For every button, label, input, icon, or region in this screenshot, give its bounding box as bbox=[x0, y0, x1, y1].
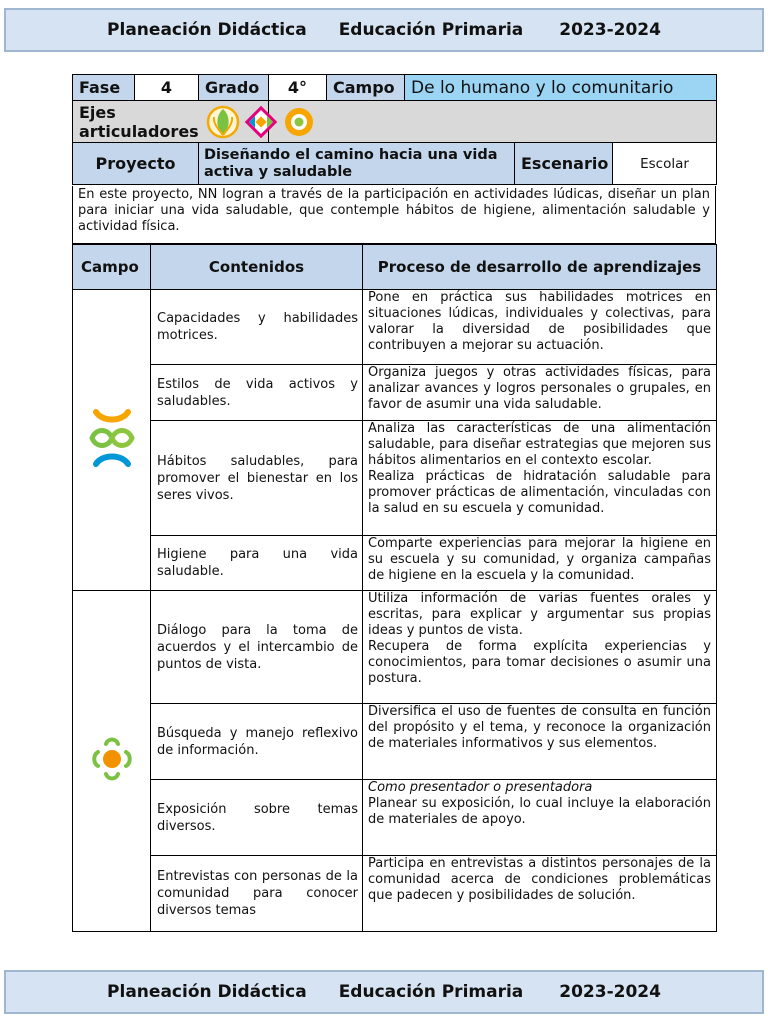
proceso-text: Recupera de forma explícita experiencias y conocimientos, para tomar decisiones o asumir una postura. bbox=[368, 639, 711, 686]
table-row bbox=[73, 536, 717, 591]
proceso-italic-text: Como presentador o presentadora bbox=[368, 780, 593, 795]
lenguajes-icon bbox=[90, 734, 134, 784]
banner-level: Educación Primaria bbox=[338, 20, 524, 40]
proceso-cell bbox=[363, 421, 717, 536]
campo-value: De lo humano y lo comunitario bbox=[405, 75, 717, 101]
contenido-cell: Entrevistas con personas de la comunidad para conocer diversos temas bbox=[151, 856, 363, 932]
banner-title: Planeación Didáctica bbox=[107, 982, 307, 1002]
interculturalidad-diamond-icon bbox=[243, 105, 279, 139]
banner-level: Educación Primaria bbox=[338, 982, 524, 1002]
table-row bbox=[73, 365, 717, 421]
proceso-text: Participa en entrevistas a distintos personajes de la comunidad acerca de condiciones problemáticas que padecen y posibilidades de solución. bbox=[368, 856, 711, 903]
escenario-value: Escolar bbox=[613, 143, 717, 185]
proceso-cell bbox=[363, 704, 717, 780]
fase-label: Fase bbox=[73, 75, 135, 101]
campo-icon-cell bbox=[73, 290, 151, 591]
proceso-text: Comparte experiencias para mejorar la higiene en su escuela y su comunidad, y organiza campañas de higiene en la escuela y la comunidad. bbox=[368, 536, 711, 583]
contenido-cell: Higiene para una vida saludable. bbox=[151, 536, 363, 591]
col-header-contenidos: Contenidos bbox=[151, 245, 363, 290]
campo-icon-cell bbox=[73, 591, 151, 932]
header-table bbox=[72, 74, 717, 185]
ejes-label-cell bbox=[73, 101, 269, 143]
inclusion-leaf-icon bbox=[205, 105, 241, 139]
proceso-text: Analiza las características de una alimentación saludable, para diseñar estrategias que mejoren sus hábitos alimentarios en el contexto escolar. bbox=[368, 421, 711, 468]
banner-year: 2023-2024 bbox=[559, 20, 661, 40]
contenido-cell: Diálogo para la toma de acuerdos y el intercambio de puntos de vista. bbox=[151, 591, 363, 704]
table-row bbox=[73, 421, 717, 536]
ejes-label: Ejes articuladores bbox=[79, 102, 199, 141]
proceso-text: Diversifica el uso de fuentes de consulta en función del propósito y el tema, y reconoce la organización de materiales informativos y sus elementos. bbox=[368, 704, 711, 751]
table-row bbox=[73, 704, 717, 780]
col-header-campo: Campo bbox=[73, 245, 151, 290]
page-banner-top bbox=[4, 8, 764, 52]
escenario-label: Escenario bbox=[515, 143, 613, 185]
humano-comunitario-icon bbox=[86, 408, 138, 468]
proceso-cell bbox=[363, 290, 717, 365]
table-row bbox=[73, 856, 717, 932]
proyecto-value: Diseñando el camino hacia una vida activa y saludable bbox=[199, 143, 515, 185]
contenido-cell: Capacidades y habilidades motrices. bbox=[151, 290, 363, 365]
ejes-filler bbox=[269, 101, 717, 143]
vida-saludable-ring-icon bbox=[281, 105, 317, 139]
proceso-text: Organiza juegos y otras actividades físicas, para analizar avances y logros personales o grupales, en favor de asumir una vida saludable. bbox=[368, 365, 711, 412]
contenido-cell: Exposición sobre temas diversos. bbox=[151, 780, 363, 856]
contenido-cell: Búsqueda y manejo reflexivo de información. bbox=[151, 704, 363, 780]
proceso-cell bbox=[363, 780, 717, 856]
ejes-icons bbox=[205, 105, 317, 139]
contenido-cell: Hábitos saludables, para promover el bienestar en los seres vivos. bbox=[151, 421, 363, 536]
contents-table bbox=[72, 244, 717, 932]
proceso-cell bbox=[363, 591, 717, 704]
page-banner-bottom bbox=[4, 970, 764, 1014]
proceso-cell bbox=[363, 365, 717, 421]
project-description: En este proyecto, NN logran a través de la participación en actividades lúdicas, diseñar un plan para iniciar una vida saludable, que contemple hábitos de higiene, alimentación saludable y actividad física. bbox=[72, 186, 716, 244]
table-row bbox=[73, 591, 717, 704]
proceso-cell bbox=[363, 856, 717, 932]
proceso-text: Utiliza información de varias fuentes orales y escritas, para explicar y argumentar sus propias ideas y puntos de vista. bbox=[368, 591, 711, 638]
table-row bbox=[73, 290, 717, 365]
contenido-cell: Estilos de vida activos y saludables. bbox=[151, 365, 363, 421]
grado-label: Grado bbox=[199, 75, 269, 101]
table-row bbox=[73, 780, 717, 856]
fase-value: 4 bbox=[135, 75, 199, 101]
proceso-text: Pone en práctica sus habilidades motrices en situaciones lúdicas, individuales y colectivas, para valorar la diversidad de posibilidades que contribuyen a mejorar su actuación. bbox=[368, 290, 711, 353]
proceso-cell bbox=[363, 536, 717, 591]
banner-year: 2023-2024 bbox=[559, 982, 661, 1002]
grado-value: 4° bbox=[269, 75, 327, 101]
col-header-proceso: Proceso de desarrollo de aprendizajes bbox=[363, 245, 717, 290]
banner-title: Planeación Didáctica bbox=[107, 20, 307, 40]
campo-label: Campo bbox=[327, 75, 405, 101]
proyecto-label: Proyecto bbox=[73, 143, 199, 185]
proceso-text: Realiza prácticas de hidratación saludable para promover prácticas de alimentación, vinculadas con la salud en su escuela y comunidad. bbox=[368, 469, 711, 516]
proceso-text: Planear su exposición, lo cual incluye la elaboración de materiales de apoyo. bbox=[368, 796, 711, 827]
